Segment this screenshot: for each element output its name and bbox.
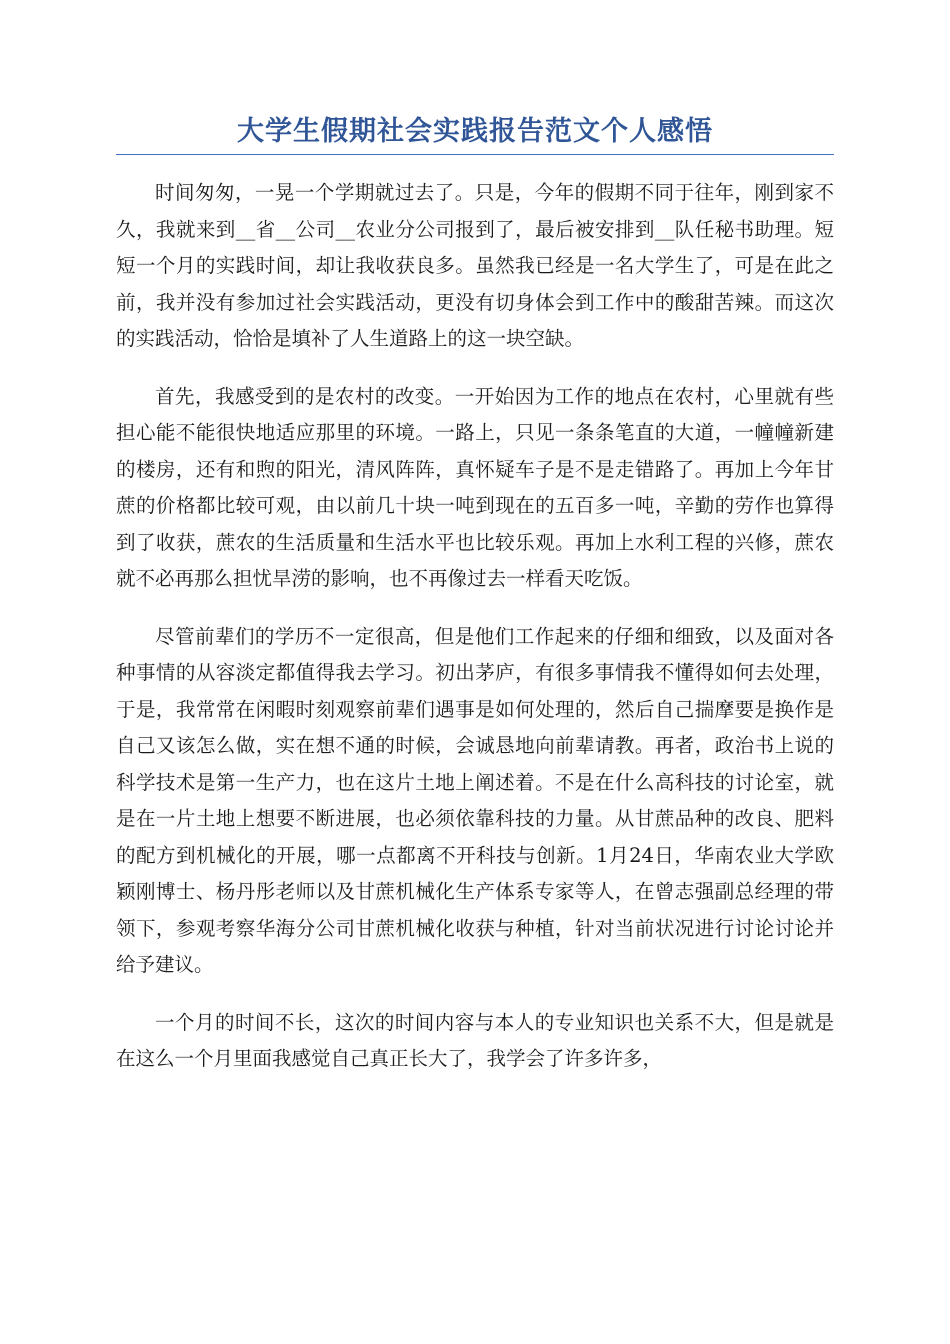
paragraph-3: 尽管前辈们的学历不一定很高，但是他们工作起来的仔细和细致，以及面对各种事情的从容淡定都值得我去学习。初出茅庐，有很多事情我不懂得如何去处理，于是，我常常在闲暇时刻观察前辈们遇事是如何处理的，然后自己揣摩要是换作是自己又该怎么做，实在想不通的时候，会诚恳地向前辈请教。再者，政治书上说的科学技术是第一生产力，也在这片土地上阐述着。不是在什么高科技的讨论室，就是在一片土地上想要不断进展，也必须依靠科技的力量。从甘蔗品种的改良、肥料的配方到机械化的开展，哪一点都离不开科技与创新。1月24日，华南农业大学欧颖刚博士、杨丹彤老师以及甘蔗机械化生产体系专家等人，在曾志强副总经理的带领下，参观考察华海分公司甘蔗机械化收获与种植，针对当前状况进行讨论讨论并给予建议。 <box>116 624 834 976</box>
document-page <box>116 112 834 1099</box>
paragraph-1: 时间匆匆，一晃一个学期就过去了。只是，今年的假期不同于往年，刚到家不久，我就来到__省__公司__农业分公司报到了，最后被安排到__队任秘书助理。短短一个月的实践时间，却让我收获良多。虽然我已经是一名大学生了，可是在此之前，我并没有参加过社会实践活动，更没有切身体会到工作中的酸甜苦辣。而这次的实践活动，恰恰是填补了人生道路上的这一块空缺。 <box>116 181 834 350</box>
document-title: 大学生假期社会实践报告范文个人感悟 <box>116 112 834 155</box>
paragraph-2: 首先，我感受到的是农村的改变。一开始因为工作的地点在农村，心里就有些担心能不能很快地适应那里的环境。一路上，只见一条条笔直的大道，一幢幢新建的楼房，还有和煦的阳光，清风阵阵，真怀疑车子是不是走错路了。再加上今年甘蔗的价格都比较可观，由以前几十块一吨到现在的五百多一吨，辛勤的劳作也算得到了收获，蔗农的生活质量和生活水平也比较乐观。再加上水利工程的兴修，蔗农就不必再那么担忧旱涝的影响，也不再像过去一样看天吃饭。 <box>116 384 834 590</box>
document-body <box>116 175 834 1078</box>
paragraph-4: 一个月的时间不长，这次的时间内容与本人的专业知识也关系不大，但是就是在这么一个月里面我感觉自己真正长大了，我学会了许多许多， <box>116 1010 834 1070</box>
